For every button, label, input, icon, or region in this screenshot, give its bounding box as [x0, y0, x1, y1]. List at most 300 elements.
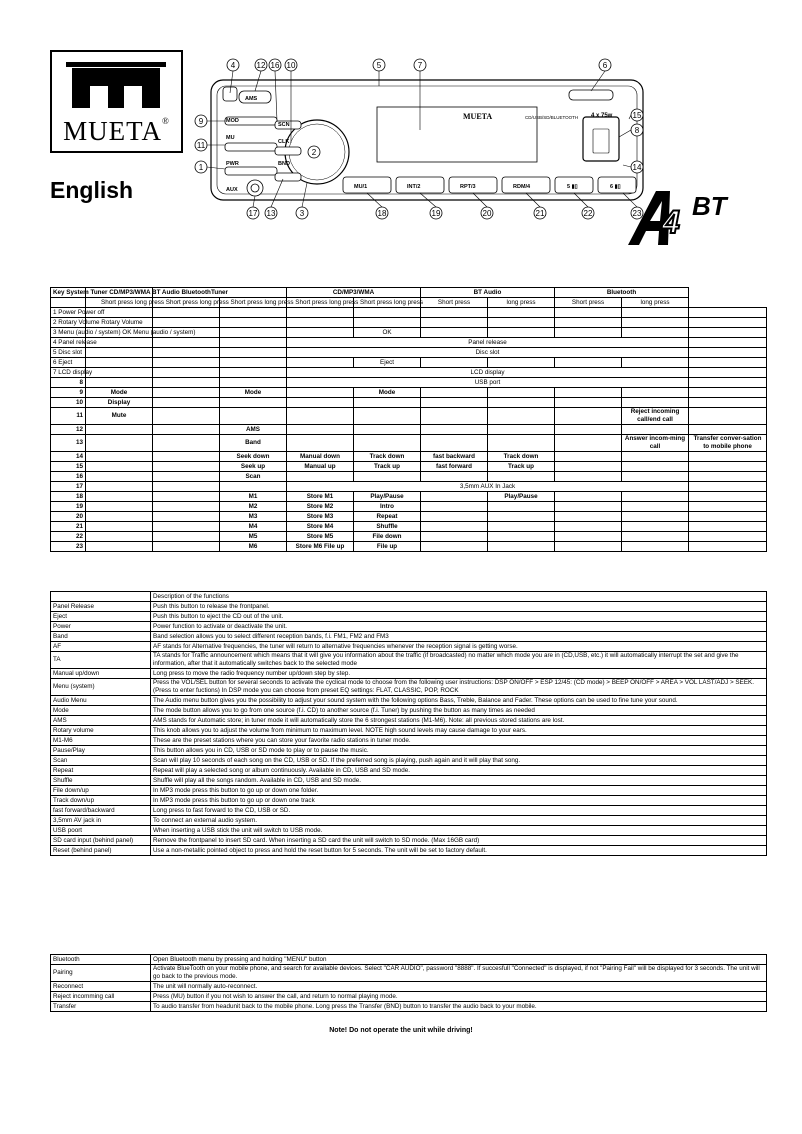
table-row — [51, 368, 767, 378]
table-row — [51, 696, 767, 706]
table-cell: This knob allows you to adjust the volume from minimum to maximum level. NOTE high sound levels may cause damage to your ears. — [151, 726, 767, 736]
table-cell: Track down — [488, 452, 555, 462]
table-cell — [153, 512, 220, 522]
table-row — [51, 408, 767, 425]
table-cell — [220, 358, 287, 368]
table-cell — [287, 398, 354, 408]
table-cell — [689, 452, 767, 462]
table-cell — [354, 398, 421, 408]
table-row — [51, 378, 767, 388]
table-cell — [555, 492, 622, 502]
callout-leader — [253, 196, 255, 207]
table-cell: SD card input (behind panel) — [51, 836, 151, 846]
table-cell — [622, 522, 689, 532]
table-cell: 5 Disc slot — [51, 348, 86, 358]
table-cell — [555, 542, 622, 552]
scn-button-label: SCN — [278, 122, 290, 128]
callout-leader — [619, 130, 631, 137]
table-row — [51, 388, 767, 398]
table-cell: Track up — [488, 462, 555, 472]
table-cell — [86, 358, 153, 368]
table-cell: Seek up — [220, 462, 287, 472]
table-cell — [689, 318, 767, 328]
table-cell — [488, 425, 555, 435]
table-cell — [689, 425, 767, 435]
table-cell: Remove the frontpanel to insert SD card. When inserting a SD card the unit will switch to SD mode. (Max 16GB card) — [151, 836, 767, 846]
table-cell: Open Bluetooth menu by pressing and holding "MENU" button — [151, 955, 767, 965]
table-cell — [488, 502, 555, 512]
table-cell: Pairing — [51, 965, 151, 982]
table-cell: To audio transfer from headunit back to the mobile phone. Long press the Transfer (BND) button to transfer the audio back to your mobile. — [151, 1002, 767, 1012]
table-row — [51, 992, 767, 1002]
table-cell — [86, 425, 153, 435]
radio-front-panel-diagram — [193, 55, 653, 225]
table-row — [51, 716, 767, 726]
table-cell — [421, 532, 488, 542]
aux-jack-label: AUX — [226, 187, 238, 193]
table-cell: 4 Panel release — [51, 338, 86, 348]
table-cell — [220, 398, 287, 408]
table-cell: Reconnect — [51, 982, 151, 992]
callout-number-12: 12 — [256, 61, 266, 70]
table-cell: Repeat — [354, 512, 421, 522]
table-cell — [287, 308, 354, 318]
table-cell — [421, 318, 488, 328]
table-cell — [220, 408, 287, 425]
table-row — [51, 642, 767, 652]
table-cell — [287, 318, 354, 328]
table-cell — [287, 408, 354, 425]
table-cell: BT Audio — [421, 288, 555, 298]
bnd-button-label: BND — [278, 161, 290, 167]
table-cell: 3,5mm AUX In Jack — [287, 482, 689, 492]
table-cell: fast forward — [421, 462, 488, 472]
table-row — [51, 398, 767, 408]
table-cell: 15 — [51, 462, 86, 472]
table-cell — [153, 482, 220, 492]
table-cell — [622, 512, 689, 522]
table-cell: M6 — [220, 542, 287, 552]
table-cell — [86, 532, 153, 542]
table-cell: Audio Menu — [51, 696, 151, 706]
table-cell: File up — [354, 542, 421, 552]
table-cell — [86, 378, 153, 388]
callout-number-4: 4 — [230, 61, 236, 70]
table-cell — [421, 425, 488, 435]
callout-leader — [207, 167, 225, 169]
callout-number-16: 16 — [270, 61, 280, 70]
callout-number-5: 5 — [376, 61, 382, 70]
table-cell: 1 Power Power off — [51, 308, 86, 318]
power-rating-label: 4 x 75w — [591, 113, 613, 119]
preset-1-label: MU/1 — [354, 184, 368, 190]
table-cell — [354, 472, 421, 482]
table-cell — [622, 542, 689, 552]
table-cell — [488, 435, 555, 452]
table-cell — [622, 492, 689, 502]
table-cell — [153, 378, 220, 388]
table-cell — [555, 408, 622, 425]
callout-number-17: 17 — [248, 209, 258, 218]
table-cell — [86, 472, 153, 482]
table-cell: 23 — [51, 542, 86, 552]
table-row — [51, 502, 767, 512]
table-row — [51, 492, 767, 502]
table-cell: Manual up/down — [51, 669, 151, 679]
table-cell — [488, 358, 555, 368]
table-row — [51, 308, 767, 318]
table-cell — [354, 425, 421, 435]
table-row — [51, 816, 767, 826]
table-row — [51, 736, 767, 746]
preset-5-label: 5 ▮▯ — [567, 184, 578, 190]
callout-number-15: 15 — [632, 111, 642, 120]
table-cell — [153, 425, 220, 435]
table-cell: Store M1 — [287, 492, 354, 502]
callout-number-6: 6 — [602, 61, 608, 70]
table-cell — [555, 522, 622, 532]
table-cell — [622, 452, 689, 462]
table-cell — [153, 532, 220, 542]
table-cell: Menu (system) — [51, 679, 151, 696]
table-cell: 3 Menu (audio / system) OK Menu (audio / system) — [51, 328, 86, 338]
table-cell — [86, 482, 153, 492]
table-cell: Seek down — [220, 452, 287, 462]
table-cell — [488, 408, 555, 425]
table-row — [51, 512, 767, 522]
table-cell — [86, 368, 153, 378]
callout-leader — [271, 179, 283, 207]
table-cell: Track up — [354, 462, 421, 472]
table-row — [51, 472, 767, 482]
table-cell: 17 — [51, 482, 86, 492]
table-row — [51, 796, 767, 806]
table-cell — [689, 462, 767, 472]
table-cell: TA stands for Traffic announcement which means that it will give you information about the traffic (if broadcasted) no matter which mode you are in (CD,USB, etc.) it will automatically interrupt the set and give the information, after that it automatically switches back to the selected mode — [151, 652, 767, 669]
table-cell — [421, 308, 488, 318]
table-cell: 7 LCD display — [51, 368, 86, 378]
table-cell: 2 Rotary Volume Rotary Volume — [51, 318, 86, 328]
table-cell: TA — [51, 652, 151, 669]
table-cell — [689, 408, 767, 425]
logo-brand-text: MUETA® — [63, 116, 170, 146]
table-cell — [488, 512, 555, 522]
table-cell — [153, 358, 220, 368]
table-cell: Band — [51, 632, 151, 642]
table-cell — [622, 318, 689, 328]
table-cell: In MP3 mode press this button to go up or down one track — [151, 796, 767, 806]
table-cell — [153, 318, 220, 328]
table-cell — [555, 308, 622, 318]
table-cell: Track down — [354, 452, 421, 462]
callout-number-9: 9 — [198, 117, 204, 126]
table-cell — [86, 348, 153, 358]
table-cell — [488, 398, 555, 408]
table-cell: Mode — [86, 388, 153, 398]
table-cell: M5 — [220, 532, 287, 542]
logo-mark-icon — [66, 60, 166, 110]
table-row — [51, 669, 767, 679]
a4-bt-logo — [622, 185, 744, 247]
callout-leader — [255, 71, 261, 91]
callout-markers — [195, 59, 643, 219]
table-cell — [287, 358, 354, 368]
table-cell: Panel Release — [51, 602, 151, 612]
table-cell — [354, 318, 421, 328]
table-cell: Power — [51, 622, 151, 632]
table-cell: 18 — [51, 492, 86, 502]
table-row — [51, 462, 767, 472]
table-cell: Bluetooth — [555, 288, 689, 298]
table-cell — [153, 388, 220, 398]
table-cell — [86, 512, 153, 522]
table-row — [51, 622, 767, 632]
table-row — [51, 679, 767, 696]
table-cell: Manual up — [287, 462, 354, 472]
table-cell: Scan — [51, 756, 151, 766]
table-cell: Panel release — [287, 338, 689, 348]
bluetooth-function-table — [50, 954, 767, 1012]
table-cell: OK — [354, 328, 421, 338]
table-cell: AMS — [220, 425, 287, 435]
table-row — [51, 602, 767, 612]
callout-number-19: 19 — [431, 209, 441, 218]
table-cell — [622, 328, 689, 338]
callout-number-22: 22 — [583, 209, 593, 218]
table-cell: Short press long press Short press long press Short press long press Short press long press Short press long press — [51, 298, 86, 308]
table-cell — [86, 542, 153, 552]
table-cell: 20 — [51, 512, 86, 522]
table-cell: 12 — [51, 425, 86, 435]
table-cell — [86, 522, 153, 532]
table-cell: File down — [354, 532, 421, 542]
table-cell: In MP3 mode press this button to go up or down one folder. — [151, 786, 767, 796]
table-cell: 14 — [51, 452, 86, 462]
table-cell — [421, 358, 488, 368]
table-cell: M3 — [220, 512, 287, 522]
callout-number-21: 21 — [535, 209, 545, 218]
preset-2-label: INT/2 — [407, 184, 421, 190]
table-cell — [153, 462, 220, 472]
callout-number-3: 3 — [299, 209, 305, 218]
table-cell: Mute — [86, 408, 153, 425]
table-cell: Answer incom-ming call — [622, 435, 689, 452]
table-cell — [488, 522, 555, 532]
table-cell — [220, 338, 287, 348]
table-cell — [555, 452, 622, 462]
callout-number-13: 13 — [266, 209, 276, 218]
table-cell — [354, 308, 421, 318]
table-cell — [354, 435, 421, 452]
table-cell — [421, 328, 488, 338]
table-cell: This button allows you in CD, USB or SD mode to play or to pause the music. — [151, 746, 767, 756]
table-row — [51, 836, 767, 846]
table-row — [51, 338, 767, 348]
callout-number-1: 1 — [198, 163, 204, 172]
table-cell — [622, 502, 689, 512]
table-cell: AF — [51, 642, 151, 652]
clk-button-label: CLK — [278, 139, 290, 145]
table-row — [51, 706, 767, 716]
table-cell: Rotary volume — [51, 726, 151, 736]
table-cell — [689, 338, 767, 348]
table-cell — [153, 522, 220, 532]
table-cell: CD/MP3/WMA — [287, 288, 421, 298]
table-cell: Description of the functions — [151, 592, 767, 602]
table-row — [51, 632, 767, 642]
table-cell — [220, 318, 287, 328]
table-cell: Long press to fast forward to the CD, USB or SD. — [151, 806, 767, 816]
callout-number-10: 10 — [286, 61, 296, 70]
table-cell: Mode — [51, 706, 151, 716]
callout-number-18: 18 — [377, 209, 387, 218]
function-description-table — [50, 591, 767, 856]
table-cell — [555, 532, 622, 542]
table-cell — [488, 318, 555, 328]
table-cell — [86, 452, 153, 462]
table-cell — [86, 435, 153, 452]
table-cell: Reject incoming call/end call — [622, 408, 689, 425]
table-subheader-row — [51, 298, 767, 308]
table-cell — [555, 472, 622, 482]
table-cell — [153, 492, 220, 502]
table-cell: 3,5mm AV jack in — [51, 816, 151, 826]
table-cell: AMS stands for Automatic store; in tuner mode it will automatically store the 6 strongest stations (M1-M6). Note: all previous stored stations are lost. — [151, 716, 767, 726]
table-cell: 10 — [51, 398, 86, 408]
table-cell — [689, 472, 767, 482]
table-cell: Transfer — [51, 1002, 151, 1012]
table-cell — [488, 532, 555, 542]
table-cell: Mode — [220, 388, 287, 398]
table-cell: Store M3 — [287, 512, 354, 522]
table-cell — [622, 388, 689, 398]
table-cell — [220, 328, 287, 338]
table-cell: Store M5 — [287, 532, 354, 542]
table-cell — [555, 318, 622, 328]
table-cell — [689, 512, 767, 522]
table-cell: fast forward/backward — [51, 806, 151, 816]
table-row — [51, 348, 767, 358]
table-cell — [689, 492, 767, 502]
table-cell — [689, 532, 767, 542]
table-cell — [287, 388, 354, 398]
table-cell: Press (MU) button if you not wish to answer the call, and return to normal playing mode. — [151, 992, 767, 1002]
table-cell — [287, 472, 354, 482]
table-cell — [555, 388, 622, 398]
table-cell — [689, 388, 767, 398]
table-row — [51, 435, 767, 452]
table-cell — [421, 492, 488, 502]
table-cell — [287, 425, 354, 435]
table-cell — [555, 425, 622, 435]
panel-brand-label: MUETA — [463, 112, 493, 121]
table-cell: M4 — [220, 522, 287, 532]
table-cell: Bluetooth — [51, 955, 151, 965]
table-cell: long press — [488, 298, 555, 308]
callout-number-11: 11 — [196, 141, 206, 150]
table-cell: USB poort — [51, 826, 151, 836]
header-key-cell: Key System Tuner CD/MP3/WMA BT Audio Bluetooth — [51, 288, 86, 298]
table-cell — [220, 348, 287, 358]
table-cell: Play/Pause — [354, 492, 421, 502]
table-cell — [555, 502, 622, 512]
table-cell: 19 — [51, 502, 86, 512]
table-cell: Reject incomming call — [51, 992, 151, 1002]
table-cell — [220, 482, 287, 492]
table-cell: 16 — [51, 472, 86, 482]
table-row — [51, 542, 767, 552]
table-cell — [555, 512, 622, 522]
table-row — [51, 726, 767, 736]
table-cell: Track down/up — [51, 796, 151, 806]
table-cell: LCD display — [287, 368, 689, 378]
callout-number-23: 23 — [632, 209, 642, 218]
preset-6-label: 6 ▮▯ — [610, 184, 621, 190]
table-cell — [488, 308, 555, 318]
table-cell: Intro — [354, 502, 421, 512]
table-cell — [220, 368, 287, 378]
table-cell — [153, 502, 220, 512]
table-cell: Play/Pause — [488, 492, 555, 502]
table-cell: To connect an external audio system. — [151, 816, 767, 826]
table-cell — [153, 398, 220, 408]
table-cell — [153, 452, 220, 462]
table-cell — [488, 472, 555, 482]
callout-number-7: 7 — [417, 61, 423, 70]
table-cell — [421, 542, 488, 552]
table-row — [51, 766, 767, 776]
table-cell: 8 — [51, 378, 86, 388]
logo-bt-text: BT — [692, 191, 727, 221]
table-row — [51, 482, 767, 492]
table-cell — [689, 328, 767, 338]
table-cell: USB port — [287, 378, 689, 388]
table-row — [51, 522, 767, 532]
table-cell — [153, 348, 220, 358]
table-cell — [488, 328, 555, 338]
table-row — [51, 358, 767, 368]
table-row — [51, 826, 767, 836]
table-cell: Power function to activate or deactivate the unit. — [151, 622, 767, 632]
table-cell: Shuffle — [51, 776, 151, 786]
table-cell: Display — [86, 398, 153, 408]
table-row — [51, 982, 767, 992]
table-cell — [421, 388, 488, 398]
table-cell: Reset (behind panel) — [51, 846, 151, 856]
table-cell: 6 Eject — [51, 358, 86, 368]
table-cell — [689, 542, 767, 552]
table-cell — [689, 368, 767, 378]
table-cell: Manual down — [287, 452, 354, 462]
table-cell — [622, 462, 689, 472]
table-row — [51, 328, 767, 338]
table-row — [51, 776, 767, 786]
table-row — [51, 1002, 767, 1012]
table-row — [51, 452, 767, 462]
table-cell — [555, 398, 622, 408]
table-cell — [51, 592, 151, 602]
callout-leader — [623, 165, 631, 167]
table-cell — [488, 388, 555, 398]
table-cell: Short press — [555, 298, 622, 308]
table-cell: Repeat will play a selected song or album continuously. Available in CD, USB and SD mode. — [151, 766, 767, 776]
table-cell — [555, 328, 622, 338]
table-cell — [421, 472, 488, 482]
table-cell: Transfer conver-sation to mobile phone — [689, 435, 767, 452]
table-row — [51, 532, 767, 542]
preset-3-label: RPT/3 — [460, 184, 476, 190]
table-cell — [421, 502, 488, 512]
